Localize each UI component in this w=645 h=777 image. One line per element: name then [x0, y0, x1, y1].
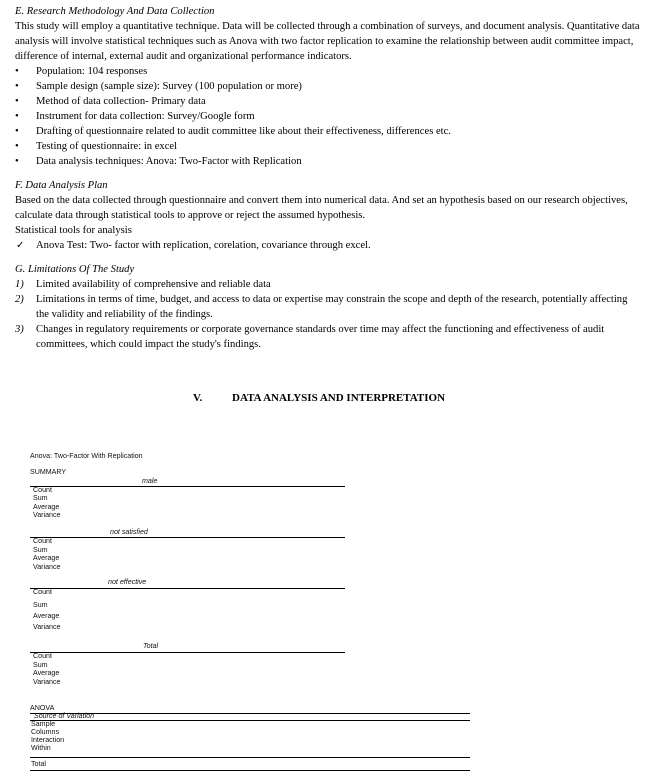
anova-header: Source of Variation [34, 712, 95, 720]
row-label: Average [33, 669, 60, 677]
anova-label: ANOVA [30, 704, 55, 712]
group-label: Total [143, 642, 159, 650]
section-number: V. [193, 392, 203, 404]
bullet-item: • Population: 104 responses [15, 64, 640, 79]
limitations-list [15, 277, 640, 352]
row-label: Average [33, 503, 60, 511]
text-body [15, 4, 640, 352]
bullet-item: • Data analysis techniques: Anova: Two-Factor with Replication [15, 154, 640, 169]
row-label: Variance [33, 678, 61, 686]
item-number: 2) [15, 294, 24, 305]
anova-row-label: Interaction [31, 736, 65, 744]
section-f-paragraph: Based on the data collected through questionnaire and convert them into numerical data. And set an hypothesis based on our research objectives, calculate data through statistical tools to approve or reject the assumed hypothesis. [15, 195, 628, 221]
total-rule [30, 757, 470, 758]
row-label: Sum [33, 661, 48, 669]
row-label: Sum [33, 546, 48, 554]
anova-row-label: Total [31, 760, 46, 768]
limitation-item [15, 292, 640, 322]
item-text: Limited availability of comprehensive and reliable data [36, 279, 271, 290]
row-label: Variance [33, 563, 61, 571]
row-label: Count [33, 652, 52, 660]
bottom-rule [30, 770, 470, 771]
section-e-heading: E. Research Methodology And Data Collection [15, 6, 215, 17]
row-label: Average [33, 612, 60, 620]
item-number: 3) [15, 324, 24, 335]
bullet-item: • Method of data collection- Primary data [15, 94, 640, 109]
limitation-item [15, 322, 640, 352]
row-label: Sum [33, 494, 48, 502]
summary-label: SUMMARY [30, 468, 67, 476]
bullet-item: • Drafting of questionnaire related to audit committee like about their effectiveness, differences etc. [15, 124, 640, 139]
limitation-item [15, 277, 640, 292]
item-number: 1) [15, 279, 24, 290]
group-rule [30, 486, 345, 487]
anova-title: Anova: Two-Factor With Replication [30, 452, 143, 460]
row-label: Count [33, 486, 52, 494]
row-label: Variance [33, 511, 61, 519]
item-text: Changes in regulatory requirements or corporate governance standards over time may affect the functioning and effectiveness of audit committees, which could impact the study's findings. [36, 324, 605, 350]
group-label: not satisfied [110, 528, 148, 536]
group-rule [30, 652, 345, 653]
row-label: Sum [33, 601, 48, 609]
group-rule [30, 588, 345, 589]
bullet-item: • Sample design (sample size): Survey (100 population or more) [15, 79, 640, 94]
anova-row-label: Sample [31, 720, 56, 728]
check-item: ✓ Anova Test: Two- factor with replication, corelation, covariance through excel. [15, 238, 640, 253]
section-f-heading: F. Data Analysis Plan [15, 180, 108, 191]
row-label: Count [33, 537, 52, 545]
group-rule [30, 537, 345, 538]
section-g-heading: G. Limitations Of The Study [15, 264, 135, 275]
group-label: male [142, 477, 158, 485]
section-title: DATA ANALYSIS AND INTERPRETATION [232, 392, 446, 404]
anova-header-rule [30, 720, 470, 721]
row-label: Count [33, 588, 52, 596]
row-label: Average [33, 554, 60, 562]
tools-label: Statistical tools for analysis [15, 225, 132, 236]
bullet-item: • Instrument for data collection: Survey/Google form [15, 109, 640, 124]
section-e-paragraph: This study will employ a quantitative technique. Data will be collected through a combination of surveys, and document analysis. Quantitative data analysis will involve statistical techniques such as Anova with two factor replication to examine the relationship between audit committee impact, difference of internal, external audit and organizational performance indicators. [15, 21, 640, 62]
anova-row-label: Columns [31, 728, 59, 736]
group-label: not effective [108, 578, 147, 586]
anova-header-rule [30, 713, 470, 714]
anova-row-label: Within [31, 744, 51, 752]
section-e-bullets [15, 64, 640, 169]
row-label: Variance [33, 623, 61, 631]
item-text: Limitations in terms of time, budget, and access to data or expertise may constrain the scope and depth of the research, potentially affecting the validity and reliability of the findings. [36, 294, 628, 320]
bullet-item: • Testing of questionnaire: in excel [15, 139, 640, 154]
